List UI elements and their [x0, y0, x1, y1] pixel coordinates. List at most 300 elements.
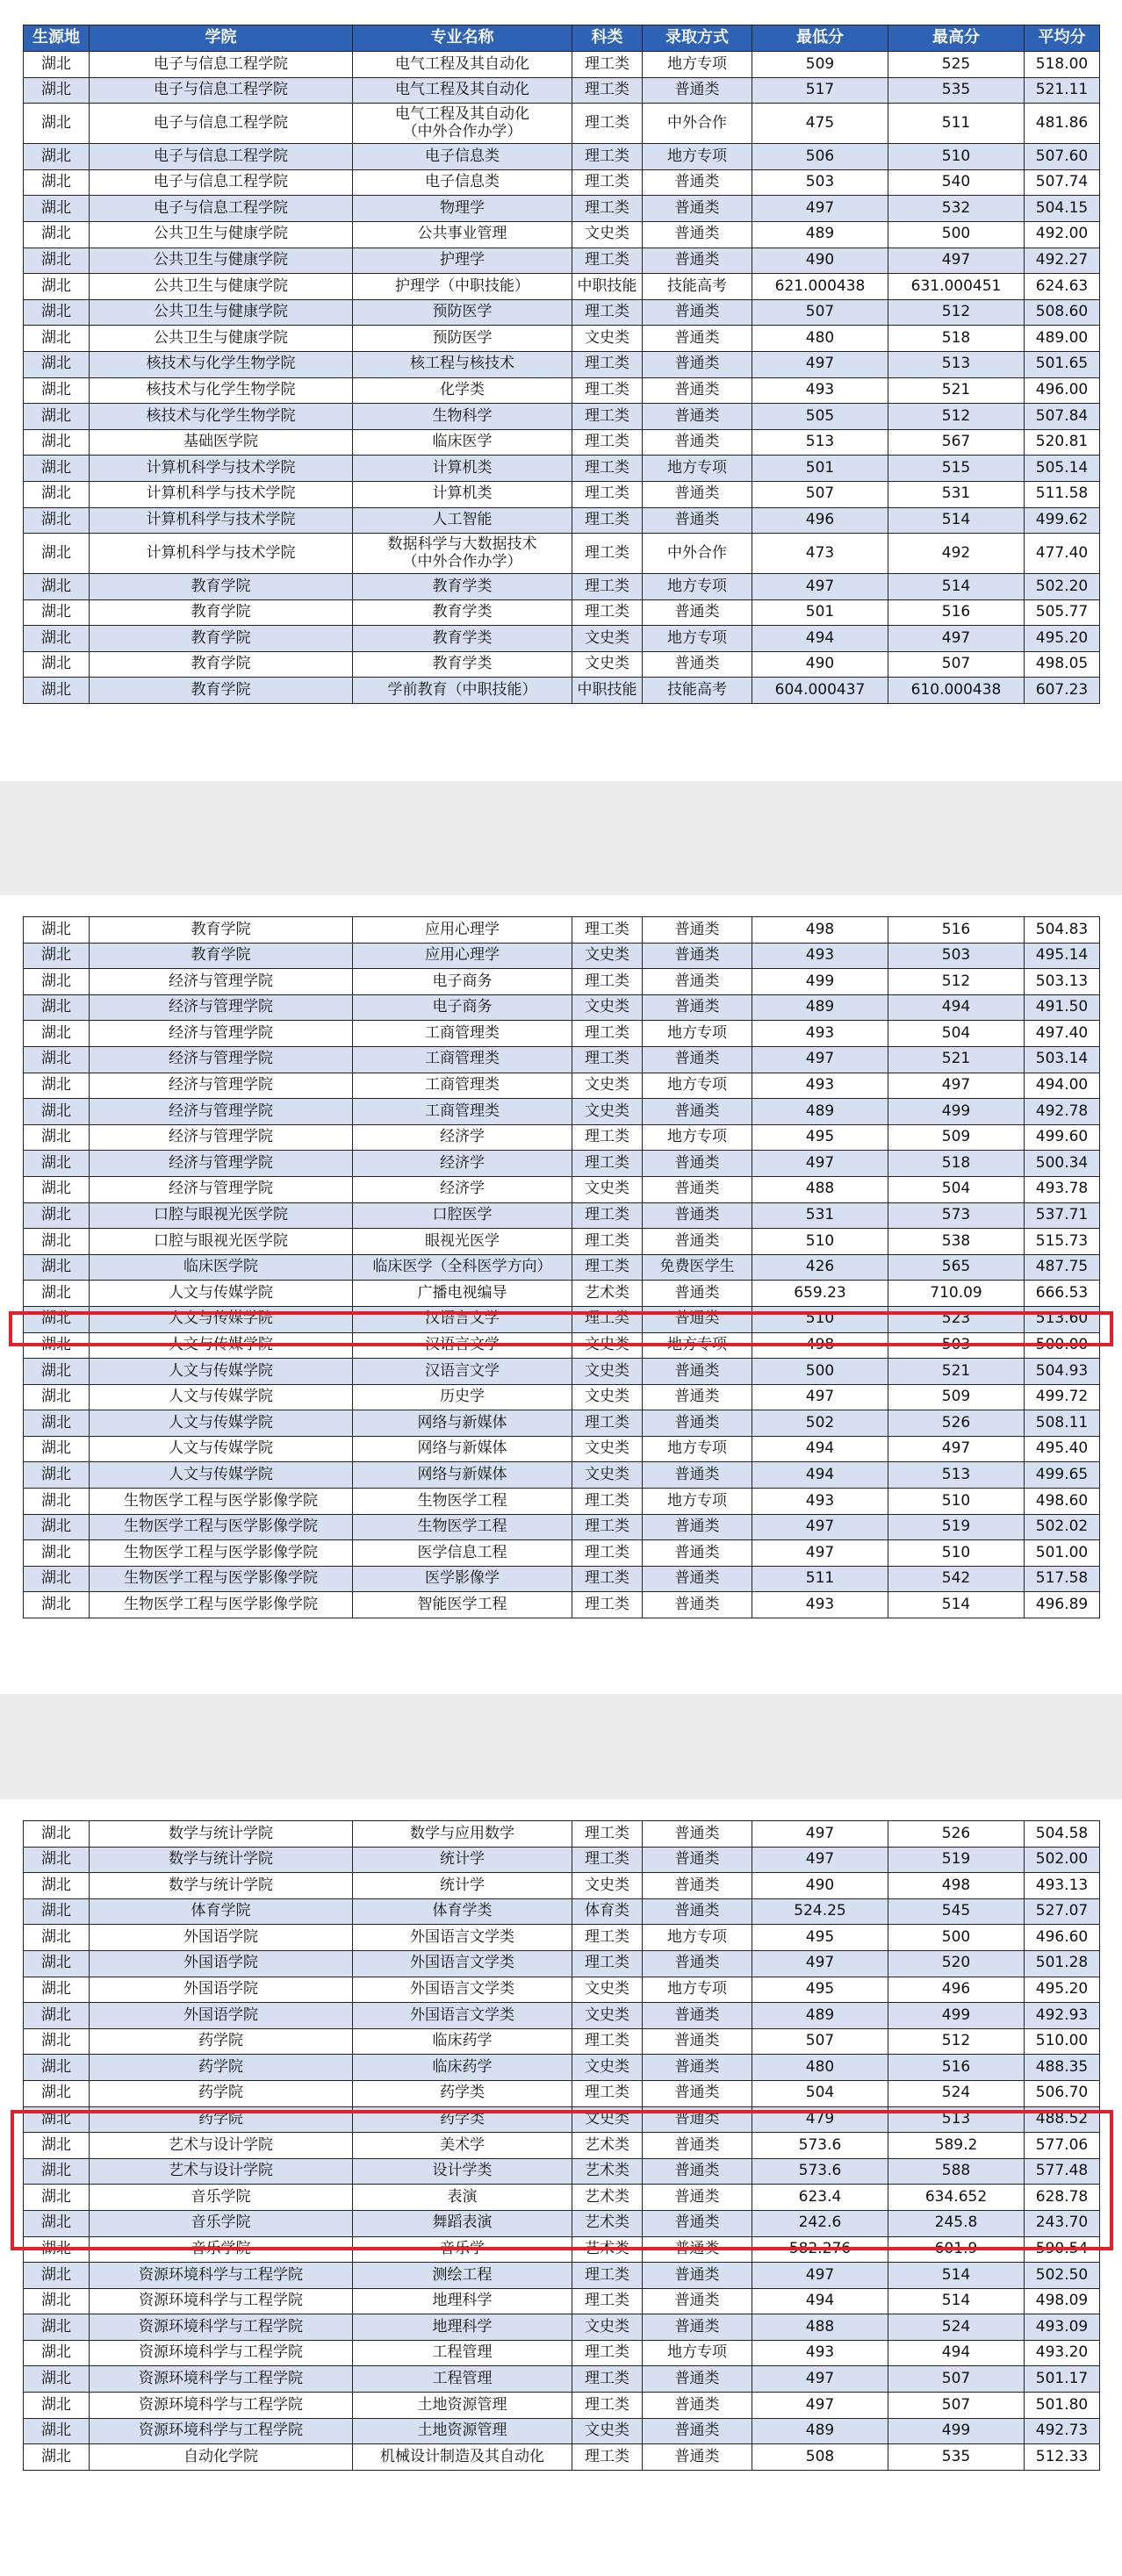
cell-max-score: 573 [888, 1202, 1025, 1229]
cell-major: 核工程与核技术 [353, 351, 572, 377]
cell-major: 护理学（中职技能） [353, 274, 572, 300]
cell-major: 眼视光医学 [353, 1229, 572, 1255]
table-row [24, 2055, 1100, 2081]
cell-admission-type: 中外合作 [643, 534, 752, 574]
cell-admission-type: 普通类 [643, 1847, 752, 1873]
cell-min-score: 497 [752, 1514, 888, 1540]
cell-origin: 湖北 [24, 377, 90, 404]
cell-college: 教育学院 [90, 599, 353, 626]
cell-major: 外国语言文学类 [353, 1925, 572, 1951]
cell-avg-score: 481.86 [1025, 104, 1100, 144]
cell-admission-type: 普通类 [643, 404, 752, 430]
cell-origin: 湖北 [24, 1540, 90, 1567]
cell-min-score: 582.276 [752, 2236, 888, 2263]
cell-admission-type: 普通类 [643, 1359, 752, 1385]
cell-admission-type: 普通类 [643, 2418, 752, 2444]
cell-avg-score: 492.73 [1025, 2418, 1100, 2444]
table-row [24, 574, 1100, 600]
cell-origin: 湖北 [24, 2340, 90, 2366]
cell-admission-type: 普通类 [643, 2263, 752, 2289]
cell-avg-score: 505.14 [1025, 456, 1100, 482]
cell-college: 自动化学院 [90, 2444, 353, 2471]
cell-max-score: 513 [888, 2106, 1025, 2133]
cell-max-score: 509 [888, 1124, 1025, 1151]
cell-max-score: 512 [888, 404, 1025, 430]
cell-admission-type: 普通类 [643, 1540, 752, 1567]
cell-college: 生物医学工程与医学影像学院 [90, 1592, 353, 1618]
cell-origin: 湖北 [24, 2393, 90, 2419]
cell-college: 资源环境科学与工程学院 [90, 2340, 353, 2366]
cell-major: 电子商务 [353, 969, 572, 995]
cell-origin: 湖北 [24, 2444, 90, 2471]
cell-avg-score: 493.78 [1025, 1176, 1100, 1202]
cell-major: 生物医学工程 [353, 1489, 572, 1515]
cell-category: 理工类 [572, 1925, 643, 1951]
cell-min-score: 497 [752, 196, 888, 222]
cell-major: 临床药学 [353, 2028, 572, 2055]
admission-score-table-1 [23, 25, 1100, 704]
cell-college: 艺术与设计学院 [90, 2158, 353, 2185]
cell-admission-type: 普通类 [643, 481, 752, 507]
cell-max-score: 497 [888, 626, 1025, 652]
cell-max-score: 497 [888, 1436, 1025, 1462]
cell-college: 电子与信息工程学院 [90, 77, 353, 104]
cell-min-score: 497 [752, 351, 888, 377]
cell-avg-score: 498.60 [1025, 1489, 1100, 1515]
cell-college: 教育学院 [90, 917, 353, 944]
cell-origin: 湖北 [24, 1202, 90, 1229]
cell-origin: 湖北 [24, 77, 90, 104]
cell-max-score: 516 [888, 2055, 1025, 2081]
cell-avg-score: 502.00 [1025, 1847, 1100, 1873]
table-row [24, 917, 1100, 944]
cell-major: 生物医学工程 [353, 1514, 572, 1540]
cell-college: 计算机科学与技术学院 [90, 481, 353, 507]
cell-max-score: 499 [888, 2418, 1025, 2444]
cell-admission-type: 地方专项 [643, 1124, 752, 1151]
cell-avg-score: 518.00 [1025, 52, 1100, 78]
cell-max-score: 525 [888, 52, 1025, 78]
cell-admission-type: 普通类 [643, 651, 752, 678]
cell-min-score: 497 [752, 1821, 888, 1848]
table-row [24, 1489, 1100, 1515]
cell-college: 电子与信息工程学院 [90, 169, 353, 196]
cell-min-score: 488 [752, 1176, 888, 1202]
cell-major: 电气工程及其自动化 （中外合作办学） [353, 104, 572, 144]
cell-category: 理工类 [572, 969, 643, 995]
cell-major: 设计学类 [353, 2158, 572, 2185]
cell-major: 网络与新媒体 [353, 1462, 572, 1489]
table-row [24, 994, 1100, 1021]
cell-admission-type: 普通类 [643, 1950, 752, 1977]
cell-min-score: 242.6 [752, 2210, 888, 2236]
cell-min-score: 497 [752, 1950, 888, 1977]
cell-college: 核技术与化学生物学院 [90, 404, 353, 430]
cell-category: 文史类 [572, 1384, 643, 1410]
cell-min-score: 604.000437 [752, 678, 888, 704]
cell-min-score: 497 [752, 1151, 888, 1177]
cell-avg-score: 501.80 [1025, 2393, 1100, 2419]
cell-major: 汉语言文学 [353, 1332, 572, 1359]
cell-admission-type: 地方专项 [643, 1436, 752, 1462]
cell-avg-score: 501.00 [1025, 1540, 1100, 1567]
cell-major: 电气工程及其自动化 [353, 77, 572, 104]
cell-major: 计算机类 [353, 456, 572, 482]
cell-admission-type: 普通类 [643, 2055, 752, 2081]
cell-min-score: 506 [752, 144, 888, 170]
cell-major: 外国语言文学类 [353, 1950, 572, 1977]
cell-college: 资源环境科学与工程学院 [90, 2418, 353, 2444]
cell-category: 理工类 [572, 77, 643, 104]
cell-max-score: 588 [888, 2158, 1025, 2185]
cell-college: 经济与管理学院 [90, 1099, 353, 1125]
table-row [24, 351, 1100, 377]
cell-college: 核技术与化学生物学院 [90, 377, 353, 404]
cell-avg-score: 507.74 [1025, 169, 1100, 196]
cell-min-score: 493 [752, 377, 888, 404]
cell-admission-type: 地方专项 [643, 1332, 752, 1359]
cell-category: 理工类 [572, 2340, 643, 2366]
cell-category: 文史类 [572, 1073, 643, 1099]
cell-admission-type: 地方专项 [643, 1977, 752, 2003]
cell-origin: 湖北 [24, 221, 90, 248]
cell-avg-score: 521.11 [1025, 77, 1100, 104]
cell-max-score: 515 [888, 456, 1025, 482]
cell-avg-score: 511.58 [1025, 481, 1100, 507]
cell-college: 生物医学工程与医学影像学院 [90, 1489, 353, 1515]
cell-major: 护理学 [353, 248, 572, 274]
cell-origin: 湖北 [24, 456, 90, 482]
cell-origin: 湖北 [24, 1151, 90, 1177]
cell-admission-type: 普通类 [643, 1384, 752, 1410]
cell-avg-score: 492.00 [1025, 221, 1100, 248]
cell-max-score: 509 [888, 1384, 1025, 1410]
cell-max-score: 518 [888, 1151, 1025, 1177]
cell-admission-type: 普通类 [643, 943, 752, 969]
cell-major: 智能医学工程 [353, 1592, 572, 1618]
header-min-score: 最低分 [752, 25, 888, 52]
cell-min-score: 503 [752, 169, 888, 196]
cell-origin: 湖北 [24, 1306, 90, 1332]
table-row [24, 2185, 1100, 2211]
cell-college: 药学院 [90, 2080, 353, 2106]
cell-max-score: 521 [888, 1046, 1025, 1073]
cell-category: 理工类 [572, 2366, 643, 2393]
cell-college: 数学与统计学院 [90, 1847, 353, 1873]
cell-major: 历史学 [353, 1384, 572, 1410]
cell-origin: 湖北 [24, 1021, 90, 1047]
cell-college: 计算机科学与技术学院 [90, 456, 353, 482]
cell-admission-type: 地方专项 [643, 52, 752, 78]
cell-admission-type: 普通类 [643, 2314, 752, 2341]
cell-max-score: 513 [888, 1462, 1025, 1489]
cell-max-score: 538 [888, 1229, 1025, 1255]
table-row [24, 2133, 1100, 2159]
cell-major: 工商管理类 [353, 1073, 572, 1099]
cell-major: 临床医学（全科医学方向） [353, 1254, 572, 1281]
cell-min-score: 497 [752, 1540, 888, 1567]
cell-avg-score: 493.09 [1025, 2314, 1100, 2341]
cell-major: 临床医学 [353, 429, 572, 456]
cell-min-score: 494 [752, 1462, 888, 1489]
cell-origin: 湖北 [24, 52, 90, 78]
cell-admission-type: 普通类 [643, 1202, 752, 1229]
cell-min-score: 510 [752, 1229, 888, 1255]
admission-score-table-3 [23, 1820, 1100, 2471]
cell-category: 理工类 [572, 1202, 643, 1229]
cell-college: 公共卫生与健康学院 [90, 248, 353, 274]
cell-college: 资源环境科学与工程学院 [90, 2314, 353, 2341]
cell-major: 统计学 [353, 1873, 572, 1899]
cell-avg-score: 607.23 [1025, 678, 1100, 704]
cell-category: 艺术类 [572, 2158, 643, 2185]
cell-max-score: 514 [888, 507, 1025, 534]
table-row [24, 2340, 1100, 2366]
cell-min-score: 493 [752, 1592, 888, 1618]
cell-origin: 湖北 [24, 2288, 90, 2314]
cell-college: 计算机科学与技术学院 [90, 507, 353, 534]
cell-avg-score: 508.60 [1025, 299, 1100, 326]
cell-origin: 湖北 [24, 169, 90, 196]
cell-max-score: 610.000438 [888, 678, 1025, 704]
cell-avg-score: 520.81 [1025, 429, 1100, 456]
cell-category: 理工类 [572, 2028, 643, 2055]
cell-max-score: 507 [888, 2366, 1025, 2393]
cell-college: 人文与传媒学院 [90, 1306, 353, 1332]
cell-admission-type: 免费医学生 [643, 1254, 752, 1281]
table-row [24, 2418, 1100, 2444]
cell-major: 工商管理类 [353, 1046, 572, 1073]
cell-category: 文史类 [572, 2003, 643, 2029]
cell-admission-type: 普通类 [643, 169, 752, 196]
cell-admission-type: 普通类 [643, 2236, 752, 2263]
cell-category: 理工类 [572, 52, 643, 78]
table-row [24, 1540, 1100, 1567]
table-row [24, 404, 1100, 430]
cell-major: 经济学 [353, 1151, 572, 1177]
cell-major: 公共事业管理 [353, 221, 572, 248]
cell-origin: 湖北 [24, 1462, 90, 1489]
cell-category: 理工类 [572, 1489, 643, 1515]
cell-category: 理工类 [572, 104, 643, 144]
cell-admission-type: 普通类 [643, 1898, 752, 1925]
cell-max-score: 511 [888, 104, 1025, 144]
cell-avg-score: 504.83 [1025, 917, 1100, 944]
cell-admission-type: 地方专项 [643, 456, 752, 482]
table-row [24, 1229, 1100, 1255]
cell-origin: 湖北 [24, 404, 90, 430]
cell-admission-type: 普通类 [643, 2003, 752, 2029]
cell-min-score: 497 [752, 574, 888, 600]
header-college: 学院 [90, 25, 353, 52]
cell-avg-score: 488.35 [1025, 2055, 1100, 2081]
cell-min-score: 490 [752, 248, 888, 274]
cell-min-score: 508 [752, 2444, 888, 2471]
cell-college: 资源环境科学与工程学院 [90, 2366, 353, 2393]
cell-category: 理工类 [572, 248, 643, 274]
cell-avg-score: 510.00 [1025, 2028, 1100, 2055]
cell-min-score: 490 [752, 1873, 888, 1899]
cell-avg-score: 496.60 [1025, 1925, 1100, 1951]
cell-category: 理工类 [572, 429, 643, 456]
cell-category: 理工类 [572, 2288, 643, 2314]
cell-max-score: 494 [888, 994, 1025, 1021]
table-row [24, 1202, 1100, 1229]
cell-major: 人工智能 [353, 507, 572, 534]
cell-major: 教育学类 [353, 651, 572, 678]
table-row [24, 2106, 1100, 2133]
cell-origin: 湖北 [24, 678, 90, 704]
cell-admission-type: 普通类 [643, 1229, 752, 1255]
cell-min-score: 493 [752, 1073, 888, 1099]
cell-max-score: 514 [888, 2288, 1025, 2314]
cell-origin: 湖北 [24, 1592, 90, 1618]
cell-major: 应用心理学 [353, 917, 572, 944]
cell-category: 文史类 [572, 2106, 643, 2133]
cell-college: 外国语学院 [90, 2003, 353, 2029]
table-row [24, 651, 1100, 678]
cell-category: 理工类 [572, 1540, 643, 1567]
cell-admission-type: 普通类 [643, 196, 752, 222]
cell-min-score: 426 [752, 1254, 888, 1281]
cell-max-score: 496 [888, 1977, 1025, 2003]
cell-major: 生物科学 [353, 404, 572, 430]
cell-major: 外国语言文学类 [353, 2003, 572, 2029]
cell-admission-type: 普通类 [643, 2444, 752, 2471]
cell-major: 临床药学 [353, 2055, 572, 2081]
cell-college: 计算机科学与技术学院 [90, 534, 353, 574]
cell-major: 汉语言文学 [353, 1359, 572, 1385]
cell-origin: 湖北 [24, 1073, 90, 1099]
cell-max-score: 507 [888, 651, 1025, 678]
table-row [24, 2158, 1100, 2185]
cell-admission-type: 普通类 [643, 969, 752, 995]
cell-admission-type: 地方专项 [643, 626, 752, 652]
cell-major: 教育学类 [353, 626, 572, 652]
cell-college: 生物医学工程与医学影像学院 [90, 1540, 353, 1567]
cell-max-score: 540 [888, 169, 1025, 196]
cell-category: 理工类 [572, 1592, 643, 1618]
cell-avg-score: 497.40 [1025, 1021, 1100, 1047]
cell-college: 资源环境科学与工程学院 [90, 2263, 353, 2289]
cell-origin: 湖北 [24, 104, 90, 144]
cell-college: 外国语学院 [90, 1925, 353, 1951]
cell-origin: 湖北 [24, 2418, 90, 2444]
cell-max-score: 514 [888, 1592, 1025, 1618]
cell-category: 文史类 [572, 326, 643, 352]
cell-max-score: 601.9 [888, 2236, 1025, 2263]
cell-min-score: 489 [752, 221, 888, 248]
cell-admission-type: 中外合作 [643, 104, 752, 144]
page-1 [0, 0, 1122, 781]
cell-min-score: 497 [752, 1046, 888, 1073]
table-row [24, 2080, 1100, 2106]
cell-admission-type: 普通类 [643, 2393, 752, 2419]
cell-category: 理工类 [572, 917, 643, 944]
cell-admission-type: 普通类 [643, 1873, 752, 1899]
cell-category: 理工类 [572, 2263, 643, 2289]
cell-admission-type: 普通类 [643, 429, 752, 456]
admission-score-table-2 [23, 916, 1100, 1618]
cell-min-score: 501 [752, 599, 888, 626]
cell-admission-type: 普通类 [643, 77, 752, 104]
table-row [24, 1950, 1100, 1977]
cell-min-score: 573.6 [752, 2158, 888, 2185]
cell-category: 理工类 [572, 481, 643, 507]
cell-origin: 湖北 [24, 2080, 90, 2106]
cell-avg-score: 496.00 [1025, 377, 1100, 404]
cell-category: 理工类 [572, 2444, 643, 2471]
cell-major: 预防医学 [353, 326, 572, 352]
cell-admission-type: 普通类 [643, 1151, 752, 1177]
cell-admission-type: 普通类 [643, 1566, 752, 1592]
cell-avg-score: 503.14 [1025, 1046, 1100, 1073]
cell-min-score: 489 [752, 2003, 888, 2029]
header-admission-type: 录取方式 [643, 25, 752, 52]
cell-category: 理工类 [572, 1124, 643, 1151]
cell-avg-score: 477.40 [1025, 534, 1100, 574]
cell-college: 人文与传媒学院 [90, 1359, 353, 1385]
cell-avg-score: 487.75 [1025, 1254, 1100, 1281]
cell-college: 经济与管理学院 [90, 1073, 353, 1099]
cell-admission-type: 普通类 [643, 326, 752, 352]
cell-college: 电子与信息工程学院 [90, 144, 353, 170]
cell-category: 文史类 [572, 2314, 643, 2341]
cell-college: 人文与传媒学院 [90, 1332, 353, 1359]
cell-category: 文史类 [572, 651, 643, 678]
cell-origin: 湖北 [24, 1821, 90, 1848]
cell-major: 土地资源管理 [353, 2418, 572, 2444]
cell-avg-score: 495.20 [1025, 1977, 1100, 2003]
cell-admission-type: 普通类 [643, 994, 752, 1021]
cell-origin: 湖北 [24, 2028, 90, 2055]
cell-admission-type: 普通类 [643, 1462, 752, 1489]
table-row [24, 2236, 1100, 2263]
cell-origin: 湖北 [24, 1124, 90, 1151]
cell-category: 理工类 [572, 1229, 643, 1255]
cell-college: 电子与信息工程学院 [90, 52, 353, 78]
cell-min-score: 513 [752, 429, 888, 456]
cell-category: 理工类 [572, 1410, 643, 1437]
table-row [24, 2288, 1100, 2314]
cell-avg-score: 492.78 [1025, 1099, 1100, 1125]
cell-origin: 湖北 [24, 1566, 90, 1592]
cell-major: 经济学 [353, 1176, 572, 1202]
table-row [24, 1873, 1100, 1899]
cell-min-score: 509 [752, 52, 888, 78]
cell-major: 工商管理类 [353, 1099, 572, 1125]
cell-college: 资源环境科学与工程学院 [90, 2288, 353, 2314]
cell-origin: 湖北 [24, 1254, 90, 1281]
cell-origin: 湖北 [24, 1229, 90, 1255]
cell-major: 学前教育（中职技能） [353, 678, 572, 704]
cell-min-score: 621.000438 [752, 274, 888, 300]
cell-admission-type: 普通类 [643, 2158, 752, 2185]
cell-avg-score: 507.60 [1025, 144, 1100, 170]
cell-min-score: 495 [752, 1124, 888, 1151]
cell-college: 核技术与化学生物学院 [90, 351, 353, 377]
cell-avg-score: 504.93 [1025, 1359, 1100, 1385]
cell-avg-score: 488.52 [1025, 2106, 1100, 2133]
cell-major: 电子商务 [353, 994, 572, 1021]
cell-min-score: 489 [752, 1099, 888, 1125]
cell-max-score: 494 [888, 2340, 1025, 2366]
cell-avg-score: 499.72 [1025, 1384, 1100, 1410]
cell-origin: 湖北 [24, 1489, 90, 1515]
cell-category: 理工类 [572, 1151, 643, 1177]
cell-category: 文史类 [572, 1462, 643, 1489]
cell-major: 数学与应用数学 [353, 1821, 572, 1848]
